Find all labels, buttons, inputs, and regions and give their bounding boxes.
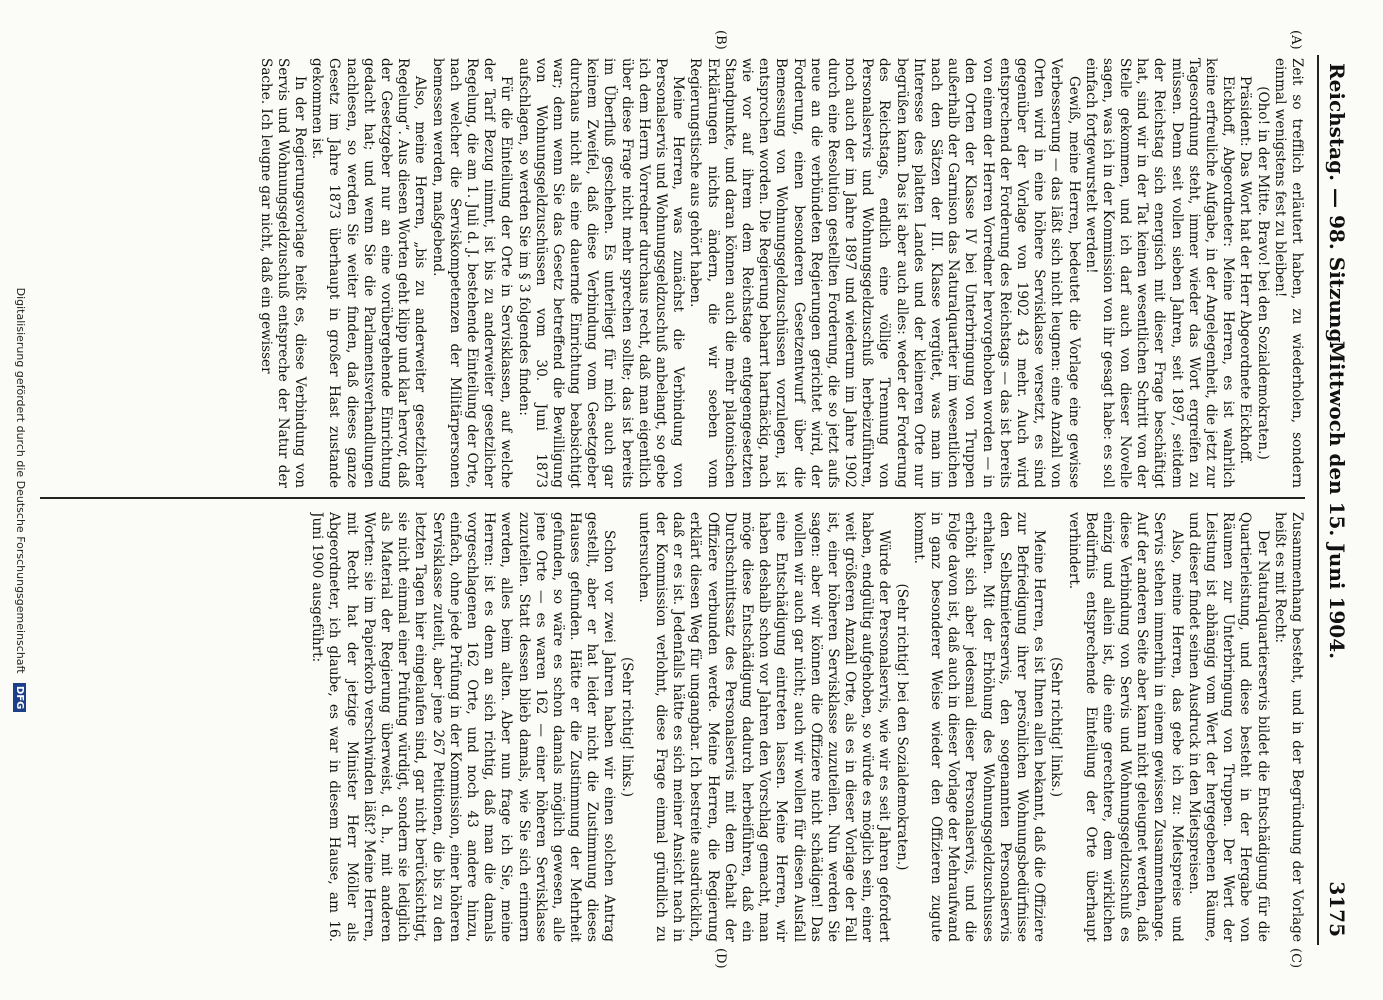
paragraph: (Sehr richtig! links.) [618, 656, 635, 798]
header-page-number: 3175 [1325, 881, 1349, 937]
paragraph: Der Naturalquartierservis bildet die Entschädigung für die Quartierleistung, und diese besteht in der Hergabe von Räumen zur Unterbringung von Truppen. Der Wert der Leistung ist abhängig vom Wert der hergegebenen Räume, und dieser findet seinen Ausdruck in den Mietspreisen. [1185, 512, 1271, 942]
paragraph: (Sehr richtig! bei den Sozialdemokraten.) [893, 583, 910, 871]
left-text-column [35, 58, 1305, 488]
paragraph: (Sehr richtig! links.) [1048, 656, 1065, 798]
paragraph: Präsident: Das Wort hat der Herr Abgeordnete Eickhoff. [1237, 76, 1254, 465]
paragraph: Für die Einteilung der Orte in Servisklassen, auf welche der Tarif Bezug nimmt, ist bis zu anderweiter gesetzlicher Regelung, die am 1. Juli d. J. bestehende Einteilung der Orte, nach welcher die Serviskompetenzen der Militärpersonen bemessen werden, maßgebend. [429, 58, 515, 488]
digitization-footer [5, 0, 27, 1000]
paragraph: Also, meine Herren, das gebe ich zu: Mietspreise und Servis stehen immerhin in einem gewissen Zusammenhange. Auf der anderen Seite aber kann nicht geleugnet werden, daß diese Verbindung von Servis und Wohnungsgeldzuschuß es einzig und allein ist, die eine gerechtere, dem wirklichen Bedürfnis entsprechende Einteilung der Orte überhaupt verhindert. [1065, 512, 1185, 942]
right-text-column [35, 512, 1305, 942]
paragraph: Eickhoff, Abgeordneter: Meine Herren, es ist wahrlich keine erfreuliche Aufgabe, in der Angelegenheit, die jetzt zur Tagesordnung steht, immer wieder das Wort ergreifen zu müssen. Denn seit vollen sieben Jahren, seit 1897, seitdem der Reichstag sich energisch mit dieser Frage beschäftigt hat, sind wir in der Tat keinen wesentlichen Schritt von der Stelle gekommen, und ich darf auch von dieser Novelle sagen, was ich in der Kommission von ihr gesagt habe: es soll einfach fortgewurstelt werden! [1082, 58, 1237, 488]
margin-marker-b: (B) [713, 30, 728, 50]
page-header [1317, 55, 1353, 945]
header-date: Mittwoch den 15. Juni 1904. [1325, 340, 1349, 660]
paragraph: Zusammenhang besteht, und in der Begründung der Vorlage heißt es mit Recht: [1271, 512, 1305, 942]
paragraph: Zeit so trefflich erläutert haben, zu wiederholen, sondern einmal wenigstens fest zu bleiben! [1271, 58, 1305, 488]
footer-credit: Digitalisierung gefördert durch die Deutsche Forschungsgemeinschaft [14, 287, 27, 674]
paragraph: Meine Herren, was zunächst die Verbindung von Personalservis und Wohnungsgeldzuschuß anbelangt, so gebe ich dem Herrn Vorredner durchaus recht, daß man eigentlich über diese Frage nicht mehr sprechen sollte; das ist bereits im Überfluß geschehen. Es unterliegt für mich auch gar keinem Zweifel, daß diese Verbindung vom Gesetzgeber durchaus nicht als eine dauernde Einrichtung beabsichtigt war; denn wenn Sie das Gesetz betreffend die Bewilligung von Wohnungsgeldzuschüssen vom 30. Juni 1873 aufschlagen, so werden Sie im § 3 folgendes finden: [515, 58, 687, 488]
paragraph: Meine Herren, es ist Ihnen allen bekannt, daß die Offiziere zur Befriedigung ihrer persönlichen Wohnungsbedürfnisse den Selbstmieterservis, den sogenannten Personalservis erhalten. Mit der Erhöhung des Wohnungsgeldzuschusses erhöht sich aber jedesmal dieser Personalservis, und die Folge davon ist, daß auch in dieser Vorlage der Mehraufwand in ganz besonderer Weise wieder den Offizieren zugute kommt. [910, 512, 1048, 942]
paragraph: In der Regierungsvorlage heißt es, diese Verbindung von Servis und Wohnungsgeldzuschuß entspreche der Natur der Sache. Ich leugne gar nicht, daß ein gewisser [257, 58, 309, 488]
column-divider [40, 497, 1305, 499]
margin-marker-a: (A) [1288, 30, 1303, 50]
dfg-logo-badge: DFG [13, 683, 26, 712]
paragraph: Schon vor zwei Jahren haben wir einen solchen Antrag gestellt, aber er hat leider nicht die Zustimmung dieses Hauses gefunden. Hätte er die Zustimmung der Mehrheit gefunden, so wäre es schon damals möglich gewesen, alle jene Orte — es waren 162 — einer höheren Servisklasse zuzuteilen. Statt dessen blieb damals, wie Sie sich erinnern werden, alles beim alten. Aber nun frage ich Sie, meine Herren: ist es denn an sich richtig, daß man die damals vorgeschlagenen 162 Orte, und noch 43 andere hinzu, einfach, ohne jede Prüfung in der Kommission, einer höheren Servisklasse zuteilt, aber jene 267 Petitionen, die bis zu den letzten Tagen hier eingelaufen sind, gar nicht berücksichtigt, sie nicht einmal einer Prüfung würdigt, sondern sie lediglich als Material der Regierung überweist, d. h., mit anderen Worten: sie im Papierkorb verschwinden läßt? Meine Herren, mit Recht hat der jetzige Minister Herr Möller als Abgeordneter, ich glaube, es war in diesem Hause, am 16. Juni 1900 ausgeführt: [309, 512, 618, 942]
paragraph: Also, meine Herren, „bis zu anderweiter gesetzlicher Regelung“. Aus diesen Worten geht klipp und klar hervor, daß der Gesetzgeber nur an eine vorübergehende Einrichtung gedacht hat; und wenn Sie die Parlamentsverhandlungen nachlesen, so werden Sie weiter finden, daß dieses ganze Gesetz im Jahre 1873 überhaupt in großer Hast zustande gekommen ist. [309, 58, 429, 488]
paragraph: Gewiß, meine Herren, bedeutet die Vorlage eine gewisse Verbesserung — das läßt sich nicht leugnen: eine Anzahl von Orten wird in eine höhere Servisklasse versetzt, es sind gegenüber der Vorlage von 1902 43 mehr. Auch wird entsprechend der Forderung des Reichstags — das ist bereits von einem der Herren Vorredner hervorgehoben worden — in den Orten der Klasse IV bei Unterbringung von Truppen außerhalb der Garnison das Naturalquartier im wesentlichen nach den Sätzen der III. Klasse vergütet, was man im Interesse des platten Landes und der kleineren Orte nur begrüßen kann. Das ist aber auch alles: weder der Forderung des Reichstags, endlich eine völlige Trennung von Personalservis und Wohnungsgeldzuschuß herbeizuführen, noch auch der im Jahre 1897 und wiederum im Jahre 1902 durch eine Resolution gestellten Forderung, die so jetzt aufs neue an die verbündeten Regierungen gerichtet wird, der Forderung, einen besonderen Gesetzentwurf über die Bemessung von Wohnungsgeldzuschüssen vorzulegen, ist entsprochen worden. Die Regierung beharrt hartnäckig, nach wie vor auf ihrem dem Reichstage entgegengesetzten Standpunkte, und daran können auch die mehr platonischen Erklärungen nichts ändern, die wir soeben vom Regierungstische aus gehört haben. [687, 58, 1082, 488]
paragraph: Würde der Personalservis, wie wir es seit Jahren gefordert haben, endgültig aufgehoben, so würde es möglich sein, einer weit größeren Anzahl Orte, als es in dieser Vorlage der Fall ist, einer höheren Servisklasse zuzuteilen. Nun werden Sie sagen: aber wir können die Offiziere nicht schädigen! Das wollen wir auch gar nicht; auch wir wollen für diesen Ausfall eine Entschädigung eintreten lassen. Meine Herren, wir haben deshalb schon vor Jahren den Vorschlag gemacht, man möge diese Entschädigung dadurch herbeiführen, daß ein Durchschnittssatz des Personalservis mit dem Gehalt der Offiziere verbunden werde. Meine Herren, die Regierung erklärt diesen Weg für ungangbar. Ich bestreite ausdrücklich, daß er es ist. Jedenfalls hätte es sich meiner Ansicht nach in der Kommission verlohnt, diese Frage einmal gründlich zu untersuchen. [635, 512, 893, 942]
margin-marker-c: (C) [1288, 948, 1303, 969]
header-session: Reichstag. — 98. Sitzung. [1325, 63, 1349, 350]
margin-marker-d: (D) [713, 948, 728, 969]
paragraph: (Oho! in der Mitte. Bravo! bei den Sozialdemokraten.) [1254, 86, 1271, 460]
